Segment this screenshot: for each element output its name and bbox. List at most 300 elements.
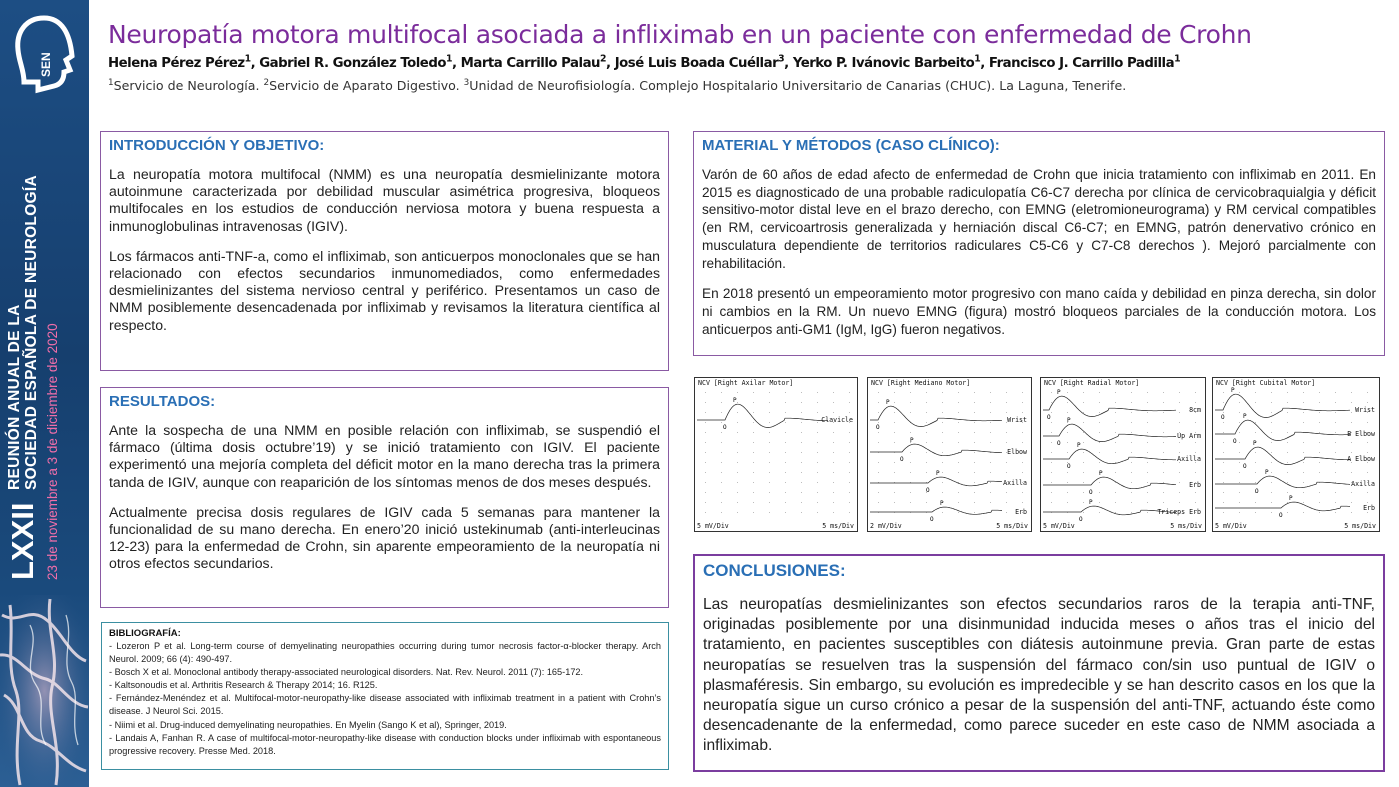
emg-grid-dot (849, 512, 850, 513)
emg-grid-dot (1367, 502, 1368, 503)
emg-grid-dot (721, 492, 722, 493)
emg-grid-dot (1351, 402, 1352, 403)
emg-site-label: Erb (1015, 508, 1027, 516)
emg-grid-dot (974, 482, 975, 483)
emg-grid-dot (1223, 412, 1224, 413)
emg-grid-dot (1115, 472, 1116, 473)
emg-grid-dot (753, 452, 754, 453)
emg-grid-dot (1147, 402, 1148, 403)
emg-grid-dot (833, 492, 834, 493)
emg-grid-dot (1067, 482, 1068, 483)
emg-grid-dot (1195, 502, 1196, 503)
emg-grid-dot (878, 472, 879, 473)
emg-grid-dot (1303, 402, 1304, 403)
emg-grid-dot (1006, 502, 1007, 503)
emg-grid-dot (1287, 452, 1288, 453)
emg-grid-dot (1099, 432, 1100, 433)
emg-grid-dot (1319, 392, 1320, 393)
methods-section (693, 131, 1385, 356)
emg-peak-marker: P (1077, 442, 1081, 449)
emg-grid-dot (1115, 422, 1116, 423)
emg-site-label: Axilla (1177, 455, 1201, 463)
emg-grid-dot (1022, 412, 1023, 413)
emg-grid-dot (1115, 392, 1116, 393)
emg-grid-dot (1271, 412, 1272, 413)
emg-grid-dot (721, 462, 722, 463)
emg-grid-dot (1083, 512, 1084, 513)
emg-grid-dot (721, 472, 722, 473)
emg-grid-dot (801, 462, 802, 463)
emg-grid-dot (769, 402, 770, 403)
emg-waveform (870, 444, 1002, 456)
emg-grid-dot (1067, 492, 1068, 493)
emg-grid-dot (753, 402, 754, 403)
emg-grid-dot (894, 442, 895, 443)
emg-grid-dot (1179, 392, 1180, 393)
emg-grid-dot (785, 492, 786, 493)
emg-grid-dot (705, 462, 706, 463)
emg-grid-dot (737, 442, 738, 443)
emg-grid-dot (833, 512, 834, 513)
emg-grid-dot (894, 412, 895, 413)
emg-grid-dot (1131, 482, 1132, 483)
emg-panel-title: NCV [Right Cubital Motor] (1216, 379, 1316, 387)
emg-grid-dot (833, 502, 834, 503)
emg-grid-dot (878, 442, 879, 443)
emg-panel-cubital (1212, 377, 1380, 532)
emg-grid-dot (1351, 422, 1352, 423)
emg-grid-dot (737, 462, 738, 463)
affiliation-sup: 2 (263, 77, 270, 88)
emg-site-label: Wrist (1355, 406, 1375, 414)
emg-grid-dot (942, 512, 943, 513)
emg-onset-marker: O (1221, 414, 1225, 421)
emg-grid-dot (1067, 452, 1068, 453)
emg-grid-dot (1303, 392, 1304, 393)
emg-grid-dot (1099, 492, 1100, 493)
emg-grid-dot (1115, 452, 1116, 453)
emg-grid-dot (1163, 462, 1164, 463)
emg-grid-dot (769, 492, 770, 493)
emg-grid-dot (833, 412, 834, 413)
emg-grid-dot (1287, 482, 1288, 483)
emg-grid-dot (990, 462, 991, 463)
emg-trace-svg (695, 378, 857, 531)
emg-grid-dot (878, 392, 879, 393)
results-paragraph: Ante la sospecha de una NMM en posible relación con infliximab, se suspendió el fármaco (última dosis octubre’19) y se inició tratamiento con IGIV. El paciente experimentó una mejoría completa del déficit motor en la mano derecha tras la primera tanda de IGIV, aunque con reaparición de los síntomas menos de dos meses después. (109, 422, 660, 490)
emg-grid-dot (705, 492, 706, 493)
emg-grid-dot (1131, 412, 1132, 413)
emg-grid-dot (958, 472, 959, 473)
emg-grid-dot (894, 422, 895, 423)
emg-grid-dot (1255, 422, 1256, 423)
emg-grid-dot (990, 402, 991, 403)
emg-onset-marker: O (1047, 414, 1051, 421)
emg-grid-dot (1319, 462, 1320, 463)
emg-grid-dot (1239, 432, 1240, 433)
emg-grid-dot (769, 442, 770, 443)
emg-onset-marker: O (926, 487, 930, 494)
emg-grid-dot (1223, 402, 1224, 403)
emg-grid-dot (801, 482, 802, 483)
emg-grid-dot (737, 432, 738, 433)
emg-grid-dot (1099, 442, 1100, 443)
emg-grid-dot (1131, 462, 1132, 463)
emg-grid-dot (1131, 502, 1132, 503)
emg-grid-dot (785, 402, 786, 403)
emg-grid-dot (1367, 402, 1368, 403)
emg-grid-dot (1163, 472, 1164, 473)
emg-grid-dot (1271, 402, 1272, 403)
emg-grid-dot (705, 432, 706, 433)
emg-grid-dot (1131, 432, 1132, 433)
emg-grid-dot (958, 432, 959, 433)
emg-grid-dot (833, 462, 834, 463)
emg-grid-dot (1163, 492, 1164, 493)
emg-grid-dot (1006, 462, 1007, 463)
emg-peak-marker: P (1099, 470, 1103, 477)
emg-grid-dot (1239, 412, 1240, 413)
emg-grid-dot (1223, 452, 1224, 453)
emg-grid-dot (1051, 442, 1052, 443)
emg-grid-dot (1099, 412, 1100, 413)
emg-grid-dot (1271, 422, 1272, 423)
emg-grid-dot (1022, 442, 1023, 443)
emg-grid-dot (926, 462, 927, 463)
emg-onset-marker: O (876, 424, 880, 431)
emg-grid-dot (990, 482, 991, 483)
bibliography-item: - Fernández-Menéndez et al. Multifocal-motor-neuropathy-like disease associated with infliximab treatment in a patient with Crohn’s disease. J Neurol Sci. 2015. (109, 693, 661, 717)
emg-grid-dot (1115, 462, 1116, 463)
emg-onset-marker: O (1233, 438, 1237, 445)
emg-grid-dot (1179, 492, 1180, 493)
emg-grid-dot (1271, 472, 1272, 473)
emg-onset-marker: O (1279, 512, 1283, 519)
poster-title: Neuropatía motora multifocal asociada a infliximab en un paciente con enfermedad de Crohn (108, 20, 1252, 49)
emg-site-label: A Elbow (1347, 455, 1375, 463)
emg-grid-dot (753, 412, 754, 413)
emg-grid-dot (1083, 482, 1084, 483)
emg-grid-dot (958, 502, 959, 503)
emg-grid-dot (1163, 502, 1164, 503)
emg-grid-dot (1163, 482, 1164, 483)
emg-grid-dot (721, 402, 722, 403)
results-section (100, 387, 669, 608)
emg-peak-marker: P (1057, 389, 1061, 396)
emg-grid-dot (705, 392, 706, 393)
emg-grid-dot (1255, 512, 1256, 513)
emg-onset-marker: O (1067, 463, 1071, 470)
emg-grid-dot (1223, 472, 1224, 473)
emg-grid-dot (1303, 422, 1304, 423)
emg-site-label: Axilla (1003, 479, 1027, 487)
emg-grid-dot (1255, 472, 1256, 473)
emg-grid-dot (1195, 492, 1196, 493)
affiliation-sup: 3 (463, 77, 470, 88)
emg-grid-dot (785, 392, 786, 393)
emg-sweep-label: 5 ms/Div (822, 522, 854, 530)
emg-grid-dot (833, 452, 834, 453)
emg-grid-dot (1287, 392, 1288, 393)
emg-grid-dot (1367, 392, 1368, 393)
emg-grid-dot (1179, 482, 1180, 483)
emg-site-label: Triceps Erb (1157, 508, 1201, 516)
emg-grid-dot (1195, 472, 1196, 473)
emg-waveform (1043, 449, 1176, 464)
author-name: Gabriel R. González Toledo (259, 56, 446, 71)
emg-grid-dot (1083, 442, 1084, 443)
emg-grid-dot (990, 442, 991, 443)
emg-grid-dot (1131, 492, 1132, 493)
emg-peak-marker: P (1089, 499, 1093, 506)
emg-grid-dot (1255, 432, 1256, 433)
emg-grid-dot (1099, 452, 1100, 453)
emg-gain-label: 2 mV/Div (870, 522, 902, 530)
emg-grid-dot (1099, 392, 1100, 393)
emg-grid-dot (721, 442, 722, 443)
emg-grid-dot (1239, 472, 1240, 473)
emg-grid-dot (785, 482, 786, 483)
emg-grid-dot (910, 432, 911, 433)
emg-grid-dot (721, 392, 722, 393)
emg-grid-dot (1163, 402, 1164, 403)
emg-grid-dot (1051, 412, 1052, 413)
emg-grid-dot (878, 502, 879, 503)
emg-sweep-label: 5 ms/Div (1170, 522, 1202, 530)
emg-site-label: Wrist (1007, 416, 1027, 424)
author-affiliation-sup: 1 (974, 53, 981, 65)
emg-grid-dot (926, 452, 927, 453)
emg-grid-dot (1287, 472, 1288, 473)
emg-grid-dot (1147, 492, 1148, 493)
author-affiliation-sup: 1 (244, 53, 251, 65)
emg-grid-dot (849, 412, 850, 413)
author-name: Yerko P. Ivánovic Barbeito (792, 56, 975, 71)
emg-grid-dot (721, 432, 722, 433)
emg-grid-dot (1239, 422, 1240, 423)
emg-grid-dot (1115, 432, 1116, 433)
emg-grid-dot (1351, 452, 1352, 453)
emg-grid-dot (1051, 452, 1052, 453)
emg-grid-dot (1287, 412, 1288, 413)
emg-grid-dot (753, 472, 754, 473)
emg-grid-dot (926, 412, 927, 413)
emg-grid-dot (1303, 452, 1304, 453)
emg-grid-dot (1147, 472, 1148, 473)
emg-grid-dot (737, 422, 738, 423)
emg-grid-dot (1179, 402, 1180, 403)
emg-grid-dot (974, 502, 975, 503)
emg-grid-dot (926, 442, 927, 443)
bibliography-item: - Lozeron P et al. Long-term course of demyelinating neuropathies occurring during tumor necrosis factor-α-blocker therapy. Arch Neurol. 2009; 66 (4): 490-497. (109, 641, 661, 665)
emg-gain-label: 5 mV/Div (697, 522, 729, 530)
emg-grid-dot (833, 432, 834, 433)
emg-grid-dot (753, 442, 754, 443)
emg-grid-dot (910, 452, 911, 453)
emg-grid-dot (1351, 392, 1352, 393)
emg-grid-dot (1335, 432, 1336, 433)
emg-grid-dot (1271, 462, 1272, 463)
emg-grid-dot (769, 422, 770, 423)
sen-logo-text: SEN (39, 52, 53, 78)
emg-grid-dot (1083, 422, 1084, 423)
emg-waveform (1215, 394, 1350, 417)
emg-grid-dot (1099, 422, 1100, 423)
emg-grid-dot (1223, 422, 1224, 423)
emg-grid-dot (817, 402, 818, 403)
emg-grid-dot (1195, 422, 1196, 423)
emg-grid-dot (737, 402, 738, 403)
emg-grid-dot (833, 442, 834, 443)
affiliation-text: Servicio de Neurología. (113, 78, 264, 93)
affiliation-list (108, 78, 1388, 93)
emg-grid-dot (1022, 392, 1023, 393)
emg-grid-dot (1131, 422, 1132, 423)
emg-grid-dot (990, 472, 991, 473)
emg-grid-dot (1099, 482, 1100, 483)
emg-grid-dot (1147, 462, 1148, 463)
emg-grid-dot (737, 492, 738, 493)
emg-grid-dot (849, 472, 850, 473)
emg-grid-dot (705, 452, 706, 453)
emg-grid-dot (1351, 442, 1352, 443)
emg-grid-dot (1179, 412, 1180, 413)
emg-waveform (870, 477, 1002, 486)
emg-grid-dot (705, 482, 706, 483)
emg-site-label: Elbow (1007, 448, 1027, 456)
emg-peak-marker: P (1253, 440, 1257, 447)
emg-grid-dot (1335, 402, 1336, 403)
emg-grid-dot (1022, 492, 1023, 493)
emg-grid-dot (974, 392, 975, 393)
emg-grid-dot (878, 412, 879, 413)
emg-peak-marker: P (1265, 469, 1269, 476)
emg-grid-dot (1335, 482, 1336, 483)
methods-paragraph: En 2018 presentó un empeoramiento motor progresivo con mano caída y debilidad en pinza derecha, sin dolor ni cambios en la RM. Un nuevo EMNG (figura) mostró bloqueos parciales de la conducción motora. Los anticuerpos anti-GM1 (IgM, IgG) fueron negativos. (702, 286, 1376, 337)
emg-grid-dot (1255, 452, 1256, 453)
author-name: José Luis Boada Cuéllar (614, 56, 779, 71)
emg-grid-dot (1287, 462, 1288, 463)
emg-grid-dot (737, 472, 738, 473)
emg-grid-dot (942, 432, 943, 433)
emg-grid-dot (1303, 442, 1304, 443)
emg-grid-dot (1287, 422, 1288, 423)
emg-grid-dot (1319, 412, 1320, 413)
emg-grid-dot (1099, 402, 1100, 403)
emg-grid-dot (785, 502, 786, 503)
emg-grid-dot (1303, 482, 1304, 483)
conclusions-paragraph: Las neuropatías desmielinizantes son efectos secundarios raros de la terapia anti-TNF, originadas posiblemente por una disinmunidad inducida meses o años tras el inicio del tratamiento, en pacientes susceptibles con diátesis autoinmune previa. Gran parte de estas neuropatías se resuelven tras la suspensión del fármaco con/sin uso puntual de IGIV o plasmaféresis. Sin embargo, su evolución es impredecible y se han descrito casos en los que la neuropatía sigue un curso crónico a pesar de la suspensión del anti-TNF, actuando éste como desencadenante de la enfermedad, como parece suceder en este caso de NMM asociada a infliximab. (703, 596, 1375, 755)
emg-grid-dot (1067, 502, 1068, 503)
emg-grid-dot (1115, 402, 1116, 403)
emg-grid-dot (1179, 422, 1180, 423)
emg-grid-dot (1335, 392, 1336, 393)
emg-grid-dot (769, 452, 770, 453)
emg-grid-dot (894, 472, 895, 473)
emg-grid-dot (1319, 512, 1320, 513)
bibliography-item: - Landais A, Fanhan R. A case of multifocal-motor-neuropathy-like disease with conduction blocks under infliximab with espontaneous progressive recovery. Presse Med. 2018. (109, 732, 661, 756)
emg-grid-dot (1303, 462, 1304, 463)
author-name: Helena Pérez Pérez (108, 56, 245, 71)
emg-grid-dot (1319, 472, 1320, 473)
emg-grid-dot (1083, 452, 1084, 453)
emg-grid-dot (801, 502, 802, 503)
emg-grid-dot (974, 452, 975, 453)
emg-grid-dot (974, 512, 975, 513)
emg-grid-dot (926, 432, 927, 433)
emg-grid-dot (878, 422, 879, 423)
emg-grid-dot (801, 412, 802, 413)
emg-grid-dot (1115, 502, 1116, 503)
emg-grid-dot (1287, 502, 1288, 503)
emg-grid-dot (1351, 492, 1352, 493)
emg-grid-dot (1239, 462, 1240, 463)
emg-grid-dot (942, 472, 943, 473)
emg-grid-dot (1223, 512, 1224, 513)
emg-grid-dot (1051, 462, 1052, 463)
emg-onset-marker: O (1243, 463, 1247, 470)
emg-grid-dot (1239, 482, 1240, 483)
emg-peak-marker: P (910, 437, 914, 444)
emg-grid-dot (753, 422, 754, 423)
emg-grid-dot (1195, 402, 1196, 403)
emg-grid-dot (958, 512, 959, 513)
emg-grid-dot (926, 402, 927, 403)
emg-onset-marker: O (1057, 440, 1061, 447)
emg-grid-dot (849, 452, 850, 453)
emg-grid-dot (801, 392, 802, 393)
bibliography-heading: BIBLIOGRAFÍA: (109, 628, 181, 639)
emg-grid-dot (1083, 502, 1084, 503)
emg-grid-dot (974, 422, 975, 423)
emg-grid-dot (721, 502, 722, 503)
emg-grid-dot (1163, 412, 1164, 413)
emg-grid-dot (1147, 502, 1148, 503)
emg-grid-dot (942, 412, 943, 413)
emg-waveform (870, 507, 1002, 514)
author-affiliation-sup: 2 (600, 53, 607, 65)
emg-grid-dot (1239, 442, 1240, 443)
author-affiliation-sup: 1 (1174, 53, 1181, 65)
emg-grid-dot (1006, 442, 1007, 443)
results-heading: RESULTADOS: (109, 393, 216, 410)
emg-grid-dot (1163, 422, 1164, 423)
emg-grid-dot (1239, 402, 1240, 403)
emg-grid-dot (1163, 442, 1164, 443)
emg-waveform (1043, 396, 1176, 416)
emg-grid-dot (737, 412, 738, 413)
emg-grid-dot (705, 422, 706, 423)
author-name: Francisco J. Carrillo Padilla (988, 56, 1175, 71)
emg-grid-dot (990, 412, 991, 413)
emg-grid-dot (849, 432, 850, 433)
emg-grid-dot (926, 422, 927, 423)
emg-grid-dot (801, 512, 802, 513)
emg-grid-dot (801, 402, 802, 403)
emg-grid-dot (1351, 472, 1352, 473)
emg-grid-dot (1006, 432, 1007, 433)
bibliography-item: - Bosch X et al. Monoclonal antibody therapy-associated neurological disorders. Nat. Rev. Neurol. 2011 (7): 165-172. (109, 667, 584, 678)
emg-grid-dot (1163, 432, 1164, 433)
emg-grid-dot (753, 462, 754, 463)
emg-grid-dot (958, 422, 959, 423)
emg-grid-dot (1051, 502, 1052, 503)
neuron-illustration (0, 595, 89, 787)
emg-grid-dot (849, 392, 850, 393)
emg-grid-dot (1335, 442, 1336, 443)
emg-grid-dot (958, 402, 959, 403)
emg-grid-dot (878, 432, 879, 433)
